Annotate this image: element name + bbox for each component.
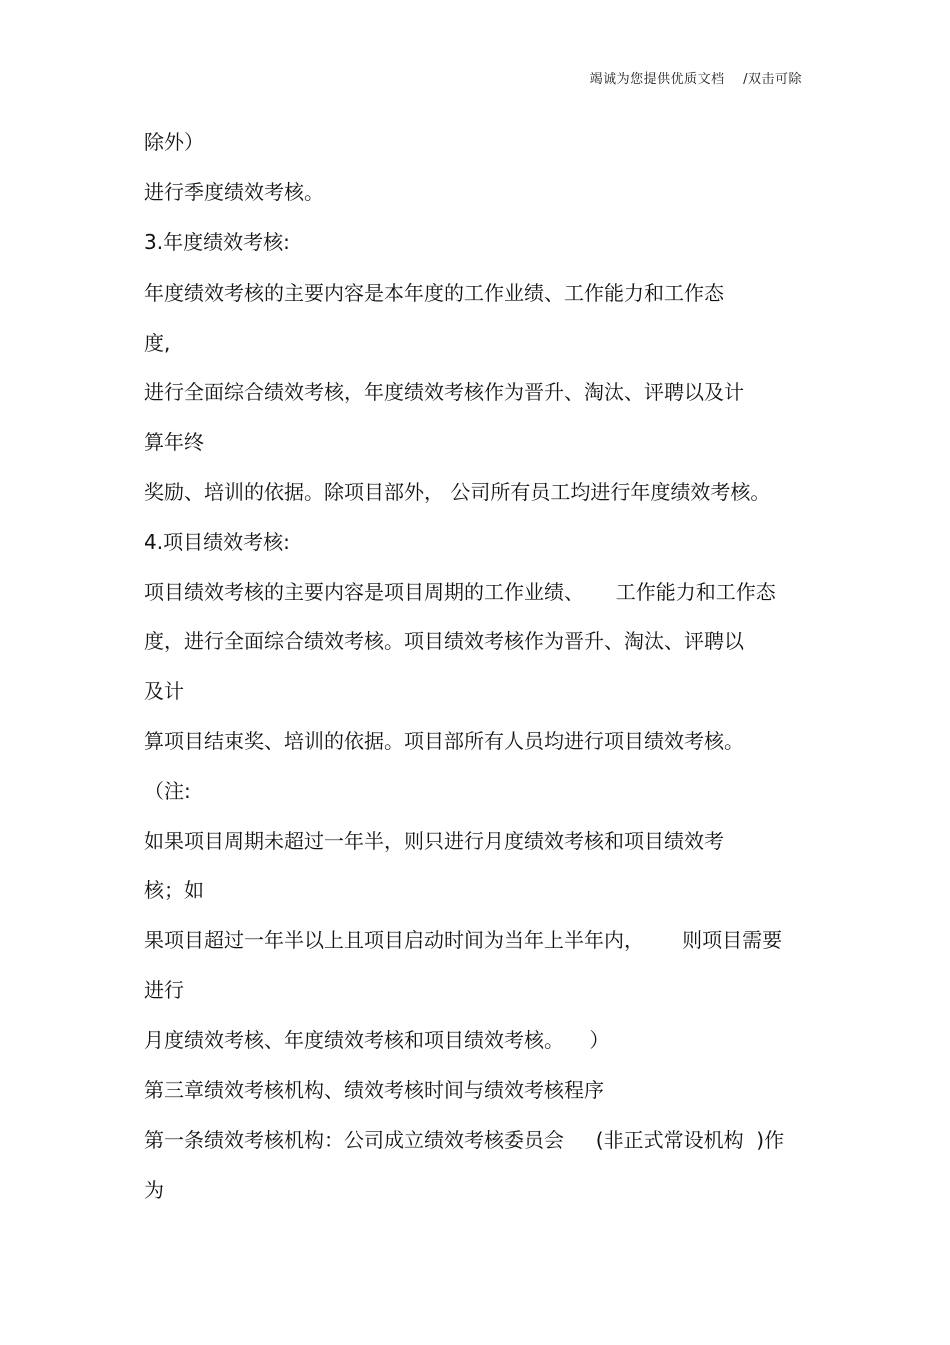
text-line: 第一条绩效考核机构：公司成立绩效考核委员会 (非正式常设机构 )作 [144,1128,785,1152]
text-line: 进行全面综合绩效考核，年度绩效考核作为晋升、淘汰、评聘以及计 [144,380,744,404]
text-line: 项目绩效考核的主要内容是项目周期的工作业绩、 工作能力和工作态 [144,580,776,604]
text-line: 进行 [144,978,184,1002]
text-line: 算项目结束奖、培训的依据。项目部所有人员均进行项目绩效考核。 [144,729,744,753]
chapter-heading: 第三章绩效考核机构、绩效考核时间与绩效考核程序 [144,1078,604,1102]
text-line: 度，进行全面综合绩效考核。项目绩效考核作为晋升、淘汰、评聘以 [144,629,744,653]
text-line: 除外） [144,130,204,154]
text-line: 及计 [144,679,184,703]
text-line: 算年终 [144,430,204,454]
section-heading: 4.项目绩效考核: [144,530,290,554]
text-line: 奖励、培训的依据。除项目部外， 公司所有员工均进行年度绩效考核。 [144,480,771,504]
section-heading: 3.年度绩效考核: [144,230,290,254]
text-line: 如果项目周期未超过一年半，则只进行月度绩效考核和项目绩效考 [144,829,724,853]
text-line: 月度绩效考核、年度绩效考核和项目绩效考核。 ） [144,1028,610,1052]
text-line: 果项目超过一年半以上且项目启动时间为当年上半年内， 则项目需要 [144,928,783,952]
text-line: 年度绩效考核的主要内容是本年度的工作业绩、工作能力和工作态 [144,281,724,305]
text-line: 进行季度绩效考核。 [144,180,324,204]
text-line: 核；如 [144,878,204,902]
page-header: 竭诚为您提供优质文档 /双击可除 [589,72,802,87]
text-line: （注: [144,779,191,803]
text-line: 为 [144,1178,164,1202]
text-line: 度, [144,331,171,355]
